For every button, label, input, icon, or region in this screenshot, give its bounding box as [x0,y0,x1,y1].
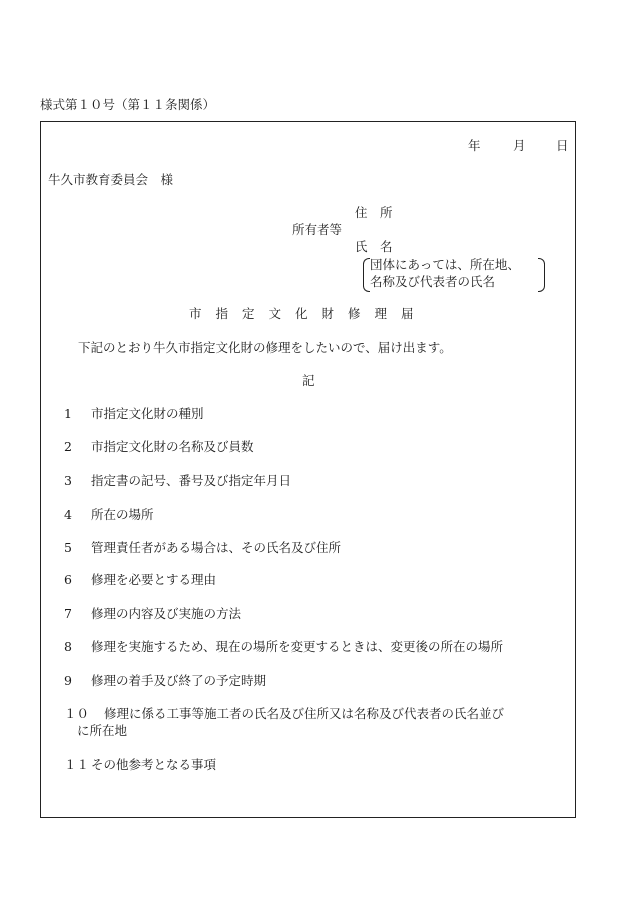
note-bracket-left [363,258,370,292]
list-item-text: 市指定文化財の名称及び員数 [91,439,254,454]
date-day: 日 [556,138,569,153]
list-item-text: 指定書の記号、番号及び指定年月日 [91,473,292,488]
list-item-number: 2 [64,439,72,454]
list-item-text: 修理を実施するため、現在の場所を変更するときは、変更後の所在の場所 [91,639,504,654]
intro-text: 下記のとおり牛久市指定文化財の修理をしたいので、届け出ます。 [78,340,452,355]
owner-label: 所有者等 [292,222,343,237]
date-year: 年 [468,138,481,153]
name-label: 氏 名 [355,239,393,254]
list-item-text: 市指定文化財の種別 [91,406,204,421]
list-item-number: 5 [64,540,72,555]
list-item-number: 7 [64,606,72,621]
list-item-number: １０ [64,706,90,721]
list-item-number: 4 [64,507,72,522]
list-item-text-continued: に所在地 [77,723,128,738]
list-item-number: 3 [64,473,72,488]
list-item-text: 修理の内容及び実施の方法 [91,606,242,621]
list-item-number: 8 [64,639,72,654]
list-item-number: 1 [64,406,72,421]
list-item-text: 所在の場所 [91,507,154,522]
list-item-number: 6 [64,572,72,587]
list-item-number: 9 [64,673,72,688]
list-item-number: １１ [64,757,90,772]
list-item-text: 修理の着手及び終了の予定時期 [91,673,267,688]
note-bracket-right [538,258,545,292]
list-item-text: 管理責任者がある場合は、その氏名及び住所 [91,540,342,555]
form-label: 様式第１０号（第１１条関係） [40,97,216,112]
document-title: 市指定文化財修理届 [189,306,428,321]
list-item-text: 修理に係る工事等施工者の氏名及び住所又は名称及び代表者の氏名並び [104,706,505,721]
ki-heading: 記 [302,373,315,388]
address-label: 住 所 [355,205,393,220]
date-month: 月 [513,138,526,153]
applicant-note-line1: 団体にあっては、所在地、 [370,257,520,272]
list-item-text: 修理を必要とする理由 [91,572,217,587]
addressee: 牛久市教育委員会 様 [48,172,174,187]
applicant-note-line2: 名称及び代表者の氏名 [370,274,496,289]
list-item-text: その他参考となる事項 [91,757,217,772]
